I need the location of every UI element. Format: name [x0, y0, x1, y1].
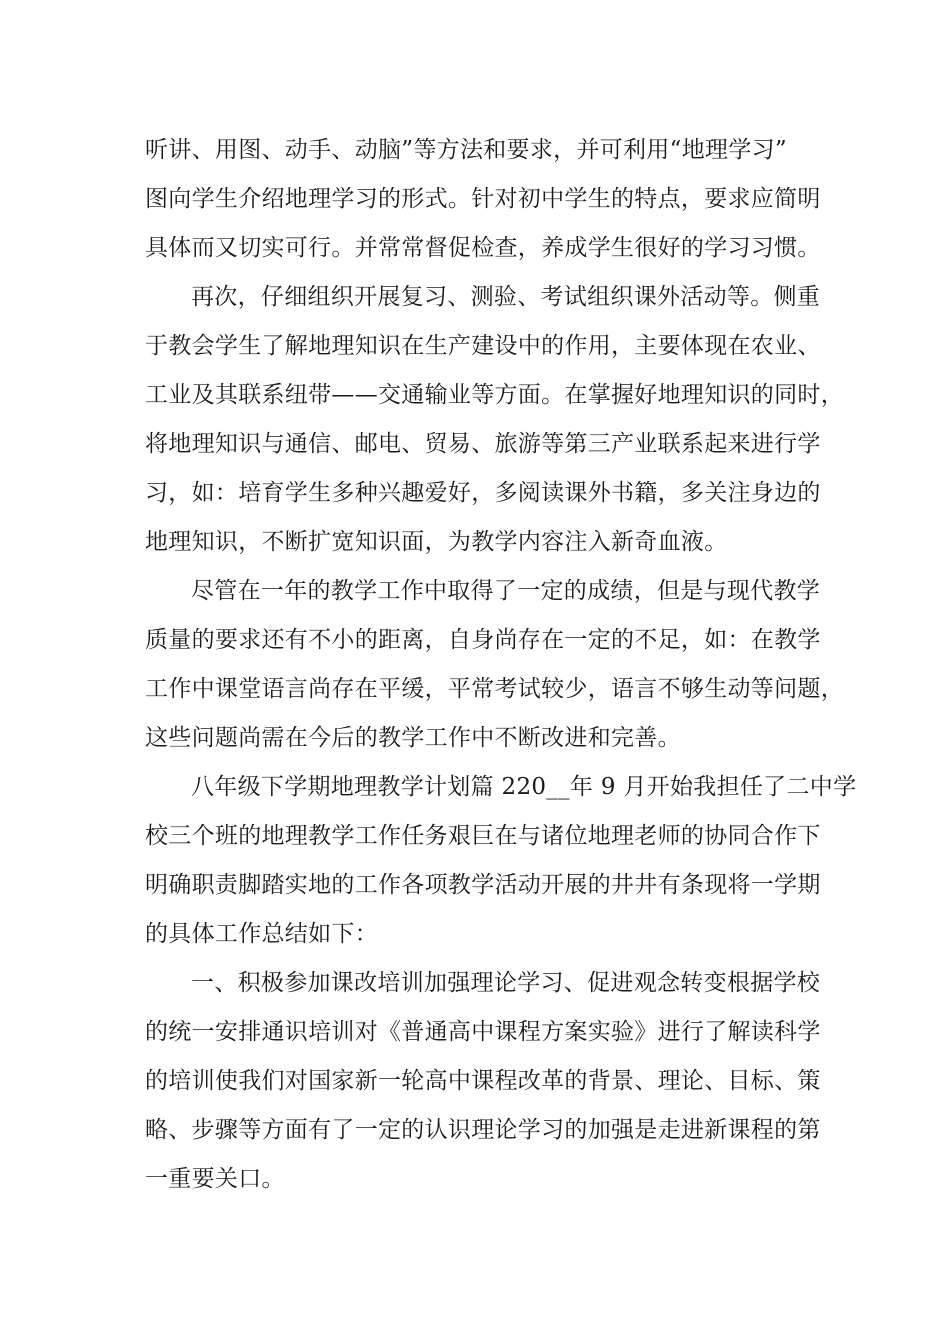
- text-line: 图向学生介绍地理学习的形式。针对初中学生的特点，要求应简明: [145, 186, 821, 212]
- text-line: 具体而又切实可行。并常常督促检查，养成学生很好的学习习惯。: [145, 235, 821, 261]
- text-line: 工业及其联系纽带——交通输业等方面。在掌握好地理知识的同时，: [145, 382, 844, 408]
- text-line: 略、步骤等方面有了一定的认识理论学习的加强是走进新课程的第: [145, 1117, 821, 1143]
- text-line: 的培训使我们对国家新一轮高中课程改革的背景、理论、目标、策: [145, 1068, 821, 1094]
- text-line: 校三个班的地理教学工作任务艰巨在与诸位地理老师的协同合作下: [145, 823, 821, 849]
- document-body: [145, 126, 857, 1204]
- paragraph-first-line: 尽管在一年的教学工作中取得了一定的成绩，但是与现代教学: [191, 578, 821, 604]
- paragraph-first-line: 一、积极参加课改培训加强理论学习、促进观念转变根据学校: [191, 970, 821, 996]
- text-line: 地理知识，不断扩宽知识面，为教学内容注入新奇血液。: [145, 529, 728, 555]
- text-line: 质量的要求还有不小的距离，自身尚存在一定的不足，如：在教学: [145, 627, 821, 653]
- text-line: 的具体工作总结如下：: [145, 921, 378, 947]
- text-line: 一重要关口。: [145, 1166, 285, 1192]
- text-line: 工作中课堂语言尚存在平缓，平常考试较少，语言不够生动等问题，: [145, 676, 844, 702]
- text-line: 的统一安排通识培训对《普通高中课程方案实验》进行了解读科学: [145, 1019, 821, 1045]
- paragraph-first-line: 再次，仔细组织开展复习、测验、考试组织课外活动等。侧重: [191, 284, 821, 310]
- text-line: 听讲、用图、动手、动脑”等方法和要求，并可利用“地理学习”: [145, 137, 787, 163]
- text-line: 明确职责脚踏实地的工作各项教学活动开展的井井有条现将一学期: [145, 872, 821, 898]
- text-line: 于教会学生了解地理知识在生产建设中的作用，主要体现在农业、: [145, 333, 821, 359]
- paragraph-first-line: 八年级下学期地理教学计划篇 220__年 9 月开始我担任了二中学: [191, 774, 857, 800]
- text-line: 习，如：培育学生多种兴趣爱好，多阅读课外书籍，多关注身边的: [145, 480, 821, 506]
- text-line: 这些问题尚需在今后的教学工作中不断改进和完善。: [145, 725, 681, 751]
- text-line: 将地理知识与通信、邮电、贸易、旅游等第三产业联系起来进行学: [145, 431, 821, 457]
